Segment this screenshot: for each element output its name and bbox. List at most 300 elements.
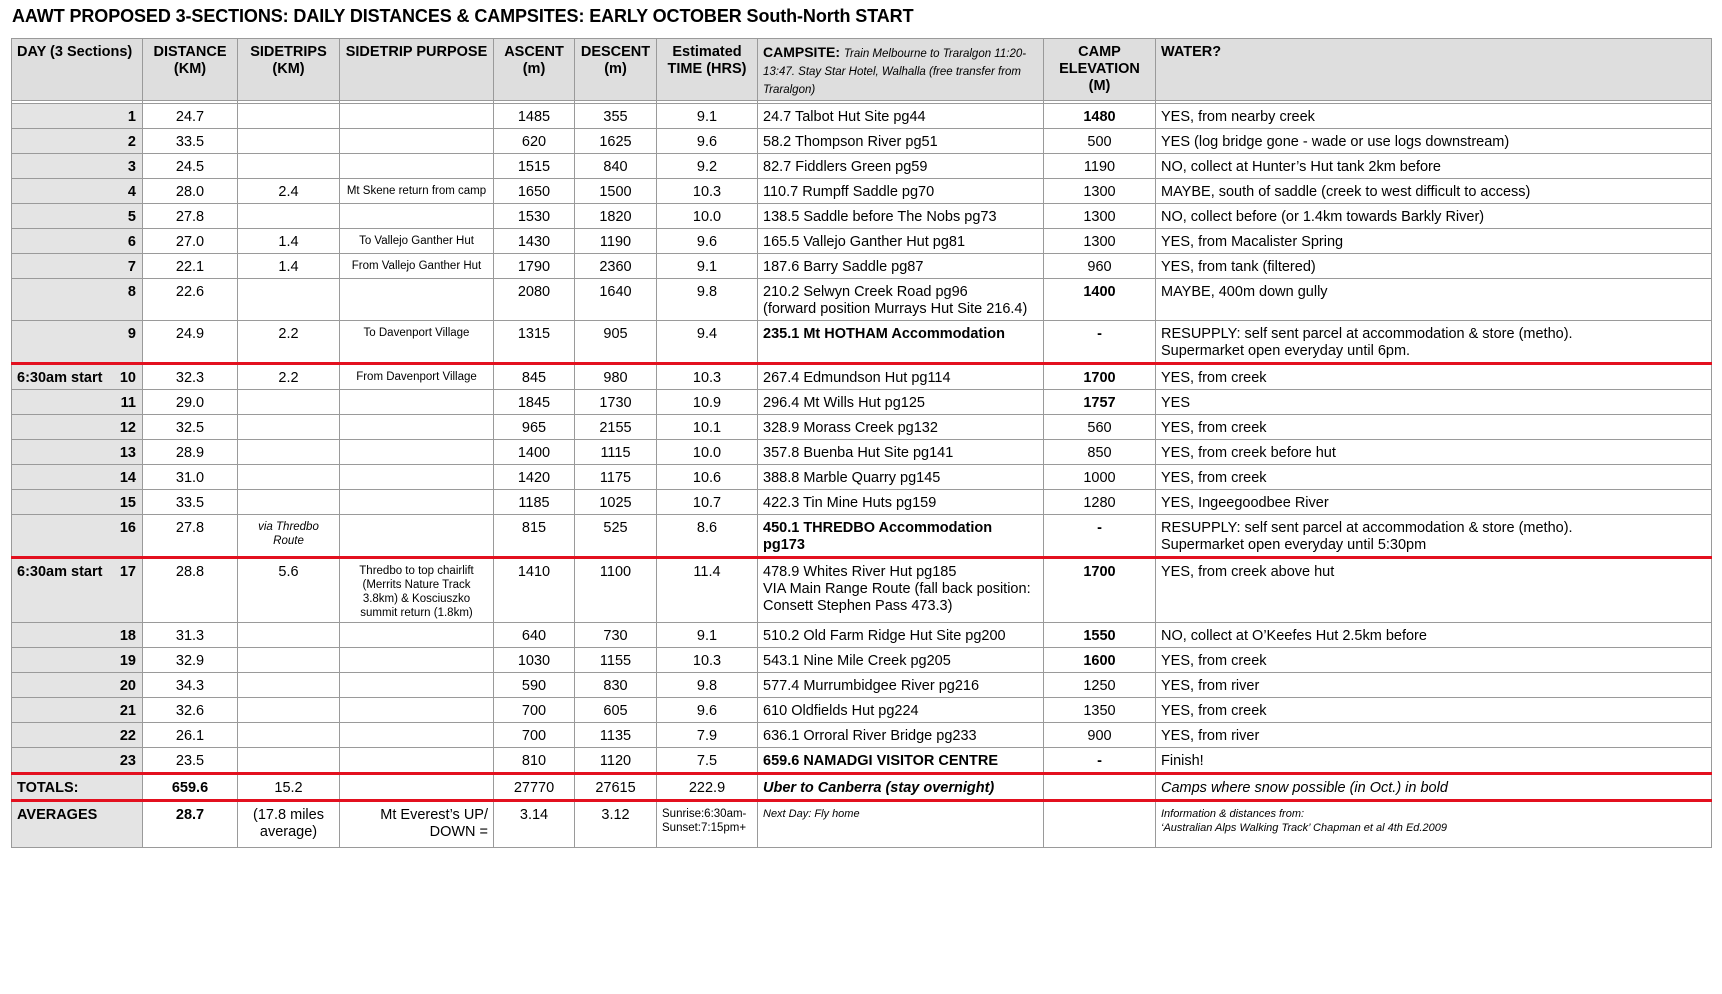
sidetrip-cell [238,154,340,179]
day-cell [12,229,143,254]
water-cell: NO, collect before (or 1.4km towards Barkly River) [1156,204,1712,229]
elevation-cell: 1190 [1044,154,1156,179]
sidetrip-cell: 2.2 [238,364,340,390]
time-cell: 7.9 [657,723,758,748]
campsite-cell: 82.7 Fiddlers Green pg59 [758,154,1044,179]
campsite-cell: 210.2 Selwyn Creek Road pg96 (forward position Murrays Hut Site 216.4) [758,279,1044,321]
ascent-cell: 1185 [494,490,575,515]
sidetrip-cell [238,415,340,440]
time-cell: 9.4 [657,321,758,364]
water-cell: YES, from river [1156,673,1712,698]
water-cell: YES, from nearby creek [1156,104,1712,129]
water-cell: YES, from creek before hut [1156,440,1712,465]
table-row [12,415,1712,440]
water-cell: YES (log bridge gone - wade or use logs downstream) [1156,129,1712,154]
elevation-cell: 1600 [1044,648,1156,673]
water-cell: Finish! [1156,748,1712,774]
time-cell: 10.3 [657,648,758,673]
totals-row [12,774,1712,801]
day-cell [12,104,143,129]
day-number: 22 [119,728,136,744]
distance-cell: 31.3 [143,623,238,648]
elevation-cell: 1300 [1044,179,1156,204]
ascent-cell: 620 [494,129,575,154]
day-cell [12,515,143,558]
elevation-cell: 1700 [1044,364,1156,390]
table-row [12,698,1712,723]
campsite-cell: 659.6 NAMADGI VISITOR CENTRE [758,748,1044,774]
day-cell [12,254,143,279]
elevation-cell: - [1044,515,1156,558]
day-number: 17 [119,564,136,580]
time-cell: 10.3 [657,364,758,390]
water-cell: YES, from creek above hut [1156,558,1712,623]
table-row [12,154,1712,179]
elevation-cell: - [1044,321,1156,364]
averages-everest-note: Mt Everest’s UP/ DOWN = [340,801,494,848]
totals-water: Camps where snow possible (in Oct.) in bold [1156,774,1712,801]
time-cell: 10.7 [657,490,758,515]
descent-cell: 1820 [575,204,657,229]
distance-cell: 32.3 [143,364,238,390]
time-cell: 9.1 [657,623,758,648]
sidetrip-purpose-cell [340,748,494,774]
day-cell [12,748,143,774]
descent-cell: 840 [575,154,657,179]
sidetrip-purpose-cell [340,390,494,415]
distance-cell: 28.0 [143,179,238,204]
sidetrip-purpose-cell: To Vallejo Ganther Hut [340,229,494,254]
day-number: 21 [119,703,136,719]
water-cell: MAYBE, 400m down gully [1156,279,1712,321]
sidetrip-purpose-cell [340,104,494,129]
ascent-cell: 2080 [494,279,575,321]
totals-purpose-empty [340,774,494,801]
descent-cell: 1120 [575,748,657,774]
sidetrip-cell [238,698,340,723]
distance-cell: 27.8 [143,515,238,558]
elevation-cell: 500 [1044,129,1156,154]
elevation-cell: 1480 [1044,104,1156,129]
water-cell: YES, from creek [1156,364,1712,390]
day-number: 16 [119,520,136,536]
table-row [12,673,1712,698]
day-number: 20 [119,678,136,694]
day-number: 19 [119,653,136,669]
descent-cell: 1100 [575,558,657,623]
campsite-cell: 357.8 Buenba Hut Site pg141 [758,440,1044,465]
averages-sun-times: Sunrise:6:30am- Sunset:7:15pm+ [657,801,758,848]
descent-cell: 525 [575,515,657,558]
distance-cell: 28.9 [143,440,238,465]
sidetrip-purpose-cell [340,673,494,698]
section-start-label: 6:30am start [17,564,103,580]
time-cell: 10.0 [657,440,758,465]
table-row [12,648,1712,673]
sidetrip-purpose-cell: Thredbo to top chairlift (Merrits Nature Track 3.8km) & Kosciuszko summit return (1.8km) [340,558,494,623]
descent-cell: 1730 [575,390,657,415]
ascent-cell: 845 [494,364,575,390]
elevation-cell: 1350 [1044,698,1156,723]
day-number: 1 [127,109,136,125]
totals-ascent: 27770 [494,774,575,801]
ascent-cell: 640 [494,623,575,648]
distance-cell: 27.8 [143,204,238,229]
averages-descent: 3.12 [575,801,657,848]
sidetrip-cell [238,748,340,774]
campsite-cell: 235.1 Mt HOTHAM Accommodation [758,321,1044,364]
sidetrip-cell [238,440,340,465]
distance-cell: 26.1 [143,723,238,748]
elevation-cell: 1300 [1044,204,1156,229]
day-cell [12,648,143,673]
table-row [12,390,1712,415]
day-number: 12 [119,420,136,436]
sidetrip-purpose-cell [340,723,494,748]
time-cell: 10.6 [657,465,758,490]
day-number: 2 [127,134,136,150]
campsite-cell: 328.9 Morass Creek pg132 [758,415,1044,440]
day-number: 7 [127,259,136,275]
sidetrip-cell [238,465,340,490]
totals-descent: 27615 [575,774,657,801]
time-cell: 10.0 [657,204,758,229]
day-number: 13 [119,445,136,461]
sidetrip-purpose-cell: From Vallejo Ganther Hut [340,254,494,279]
table-row [12,204,1712,229]
header-campsite [758,39,1044,101]
day-number: 18 [119,628,136,644]
distance-cell: 34.3 [143,673,238,698]
ascent-cell: 1845 [494,390,575,415]
header-campsite-label: CAMPSITE: [763,44,840,60]
ascent-cell: 590 [494,673,575,698]
elevation-cell: 560 [1044,415,1156,440]
page-title: AAWT PROPOSED 3-SECTIONS: DAILY DISTANCES & CAMPSITES: EARLY OCTOBER South-North START [12,6,914,26]
campsite-cell: 510.2 Old Farm Ridge Hut Site pg200 [758,623,1044,648]
day-number: 6 [127,234,136,250]
water-cell: NO, collect at O’Keefes Hut 2.5km before [1156,623,1712,648]
descent-cell: 1115 [575,440,657,465]
table-row [12,364,1712,390]
distance-cell: 29.0 [143,390,238,415]
elevation-cell: 1000 [1044,465,1156,490]
water-cell: RESUPPLY: self sent parcel at accommodation & store (metho). Supermarket open everyday until 5:30pm [1156,515,1712,558]
day-cell [12,558,143,623]
sidetrip-purpose-cell [340,154,494,179]
campsite-cell: 267.4 Edmundson Hut pg114 [758,364,1044,390]
ascent-cell: 1485 [494,104,575,129]
table-row [12,254,1712,279]
sidetrip-purpose-cell: To Davenport Village [340,321,494,364]
ascent-cell: 965 [494,415,575,440]
table-row [12,558,1712,623]
water-cell: YES, from tank (filtered) [1156,254,1712,279]
sidetrip-cell [238,279,340,321]
header-sidetrip-purpose: SIDETRIP PURPOSE [340,39,494,101]
campsite-cell: 165.5 Vallejo Ganther Hut pg81 [758,229,1044,254]
averages-row [12,801,1712,848]
sidetrip-cell [238,723,340,748]
descent-cell: 1640 [575,279,657,321]
sidetrip-cell: via Thredbo Route [238,515,340,558]
day-cell [12,390,143,415]
elevation-cell: 1250 [1044,673,1156,698]
sidetrip-cell: 2.4 [238,179,340,204]
time-cell: 9.8 [657,279,758,321]
time-cell: 11.4 [657,558,758,623]
descent-cell: 730 [575,623,657,648]
header-day: DAY (3 Sections) [12,39,143,101]
averages-ascent: 3.14 [494,801,575,848]
itinerary-table [11,38,1712,848]
ascent-cell: 1650 [494,179,575,204]
day-number: 8 [127,284,136,300]
table-row [12,104,1712,129]
day-number: 9 [127,326,136,342]
descent-cell: 2360 [575,254,657,279]
elevation-cell: 960 [1044,254,1156,279]
day-cell [12,154,143,179]
distance-cell: 23.5 [143,748,238,774]
table-row [12,279,1712,321]
time-cell: 10.3 [657,179,758,204]
ascent-cell: 1430 [494,229,575,254]
day-number: 11 [120,395,136,411]
time-cell: 9.6 [657,229,758,254]
descent-cell: 1500 [575,179,657,204]
sidetrip-purpose-cell [340,515,494,558]
descent-cell: 2155 [575,415,657,440]
elevation-cell: 1700 [1044,558,1156,623]
table-row [12,515,1712,558]
water-cell: YES, from river [1156,723,1712,748]
distance-cell: 22.6 [143,279,238,321]
water-cell: MAYBE, south of saddle (creek to west difficult to access) [1156,179,1712,204]
day-cell [12,279,143,321]
table-row [12,321,1712,364]
ascent-cell: 1790 [494,254,575,279]
campsite-cell: 296.4 Mt Wills Hut pg125 [758,390,1044,415]
table-row [12,623,1712,648]
campsite-cell: 577.4 Murrumbidgee River pg216 [758,673,1044,698]
sidetrip-cell [238,204,340,229]
sidetrip-cell [238,648,340,673]
sidetrip-purpose-cell [340,490,494,515]
distance-cell: 24.9 [143,321,238,364]
sidetrip-cell [238,104,340,129]
campsite-cell: 543.1 Nine Mile Creek pg205 [758,648,1044,673]
time-cell: 9.2 [657,154,758,179]
distance-cell: 32.6 [143,698,238,723]
totals-elevation-empty [1044,774,1156,801]
descent-cell: 1190 [575,229,657,254]
sidetrip-purpose-cell [340,129,494,154]
campsite-cell: 422.3 Tin Mine Huts pg159 [758,490,1044,515]
ascent-cell: 1410 [494,558,575,623]
descent-cell: 1625 [575,129,657,154]
descent-cell: 980 [575,364,657,390]
water-cell: RESUPPLY: self sent parcel at accommodation & store (metho). Supermarket open everyday until 6pm. [1156,321,1712,364]
table-row [12,748,1712,774]
averages-distance: 28.7 [143,801,238,848]
ascent-cell: 1530 [494,204,575,229]
descent-cell: 1025 [575,490,657,515]
ascent-cell: 815 [494,515,575,558]
water-cell: YES, from creek [1156,648,1712,673]
distance-cell: 32.9 [143,648,238,673]
distance-cell: 24.5 [143,154,238,179]
water-cell: NO, collect at Hunter’s Hut tank 2km before [1156,154,1712,179]
header-time: Estimated TIME (HRS) [657,39,758,101]
time-cell: 9.8 [657,673,758,698]
elevation-cell: 850 [1044,440,1156,465]
header-row [12,39,1712,101]
descent-cell: 1155 [575,648,657,673]
ascent-cell: 700 [494,723,575,748]
table-row [12,179,1712,204]
day-cell [12,415,143,440]
time-cell: 9.1 [657,254,758,279]
sidetrip-purpose-cell [340,465,494,490]
ascent-cell: 1420 [494,465,575,490]
distance-cell: 32.5 [143,415,238,440]
water-cell: YES [1156,390,1712,415]
header-distance: DISTANCE (KM) [143,39,238,101]
sidetrip-cell [238,490,340,515]
averages-label: AVERAGES [12,801,143,848]
sidetrip-purpose-cell: From Davenport Village [340,364,494,390]
descent-cell: 830 [575,673,657,698]
elevation-cell: 1550 [1044,623,1156,648]
sidetrip-purpose-cell [340,204,494,229]
sidetrip-purpose-cell [340,279,494,321]
header-water: WATER? [1156,39,1712,101]
time-cell: 9.6 [657,698,758,723]
day-number: 23 [119,753,136,769]
time-cell: 9.6 [657,129,758,154]
time-cell: 10.9 [657,390,758,415]
day-number: 5 [127,209,136,225]
header-camp-elevation: CAMP ELEVATION (M) [1044,39,1156,101]
distance-cell: 27.0 [143,229,238,254]
sidetrip-purpose-cell: Mt Skene return from camp [340,179,494,204]
water-cell: YES, Ingeegoodbee River [1156,490,1712,515]
distance-cell: 24.7 [143,104,238,129]
totals-sidetrips: 15.2 [238,774,340,801]
header-ascent: ASCENT (m) [494,39,575,101]
ascent-cell: 700 [494,698,575,723]
averages-elevation-empty [1044,801,1156,848]
day-number: 3 [127,159,136,175]
totals-time: 222.9 [657,774,758,801]
campsite-cell: 110.7 Rumpff Saddle pg70 [758,179,1044,204]
elevation-cell: - [1044,748,1156,774]
day-cell [12,440,143,465]
day-cell [12,364,143,390]
header-campsite-note: Train Melbourne to Traralgon 11:20-13:47. Stay Star Hotel, Walhalla (free transfer from Traralgon) [763,48,1027,96]
campsite-cell: 388.8 Marble Quarry pg145 [758,465,1044,490]
elevation-cell: 1757 [1044,390,1156,415]
table-row [12,229,1712,254]
descent-cell: 605 [575,698,657,723]
campsite-cell: 610 Oldfields Hut pg224 [758,698,1044,723]
sidetrip-purpose-cell [340,623,494,648]
sidetrip-cell [238,390,340,415]
water-cell: YES, from creek [1156,698,1712,723]
sidetrip-cell: 1.4 [238,229,340,254]
time-cell: 8.6 [657,515,758,558]
day-cell [12,698,143,723]
sidetrip-purpose-cell [340,415,494,440]
distance-cell: 22.1 [143,254,238,279]
distance-cell: 31.0 [143,465,238,490]
table-row [12,723,1712,748]
day-cell [12,673,143,698]
descent-cell: 1175 [575,465,657,490]
time-cell: 7.5 [657,748,758,774]
day-cell [12,204,143,229]
sidetrip-cell [238,673,340,698]
elevation-cell: 1400 [1044,279,1156,321]
distance-cell: 28.8 [143,558,238,623]
day-number: 10 [119,370,136,386]
sidetrip-cell [238,623,340,648]
day-cell [12,465,143,490]
averages-next-day: Next Day: Fly home [758,801,1044,848]
water-cell: YES, from Macalister Spring [1156,229,1712,254]
table-row [12,129,1712,154]
descent-cell: 355 [575,104,657,129]
campsite-cell: 24.7 Talbot Hut Site pg44 [758,104,1044,129]
day-number: 4 [127,184,136,200]
ascent-cell: 1400 [494,440,575,465]
time-cell: 10.1 [657,415,758,440]
sidetrip-cell [238,129,340,154]
section-start-label: 6:30am start [17,370,103,386]
sidetrip-cell: 1.4 [238,254,340,279]
water-cell: YES, from creek [1156,465,1712,490]
sidetrip-purpose-cell [340,698,494,723]
campsite-cell: 636.1 Orroral River Bridge pg233 [758,723,1044,748]
day-cell [12,179,143,204]
campsite-cell: 450.1 THREDBO Accommodation pg173 [758,515,1044,558]
descent-cell: 1135 [575,723,657,748]
header-sidetrips: SIDETRIPS (KM) [238,39,340,101]
day-cell [12,490,143,515]
header-descent: DESCENT (m) [575,39,657,101]
table-row [12,465,1712,490]
sidetrip-purpose-cell [340,648,494,673]
distance-cell: 33.5 [143,490,238,515]
elevation-cell: 1300 [1044,229,1156,254]
totals-label: TOTALS: [12,774,143,801]
campsite-cell: 58.2 Thompson River pg51 [758,129,1044,154]
ascent-cell: 810 [494,748,575,774]
table-row [12,490,1712,515]
ascent-cell: 1315 [494,321,575,364]
ascent-cell: 1030 [494,648,575,673]
totals-distance: 659.6 [143,774,238,801]
sidetrip-purpose-cell [340,440,494,465]
elevation-cell: 900 [1044,723,1156,748]
day-cell [12,129,143,154]
descent-cell: 905 [575,321,657,364]
day-cell [12,723,143,748]
totals-campsite: Uber to Canberra (stay overnight) [758,774,1044,801]
distance-cell: 33.5 [143,129,238,154]
day-cell [12,623,143,648]
